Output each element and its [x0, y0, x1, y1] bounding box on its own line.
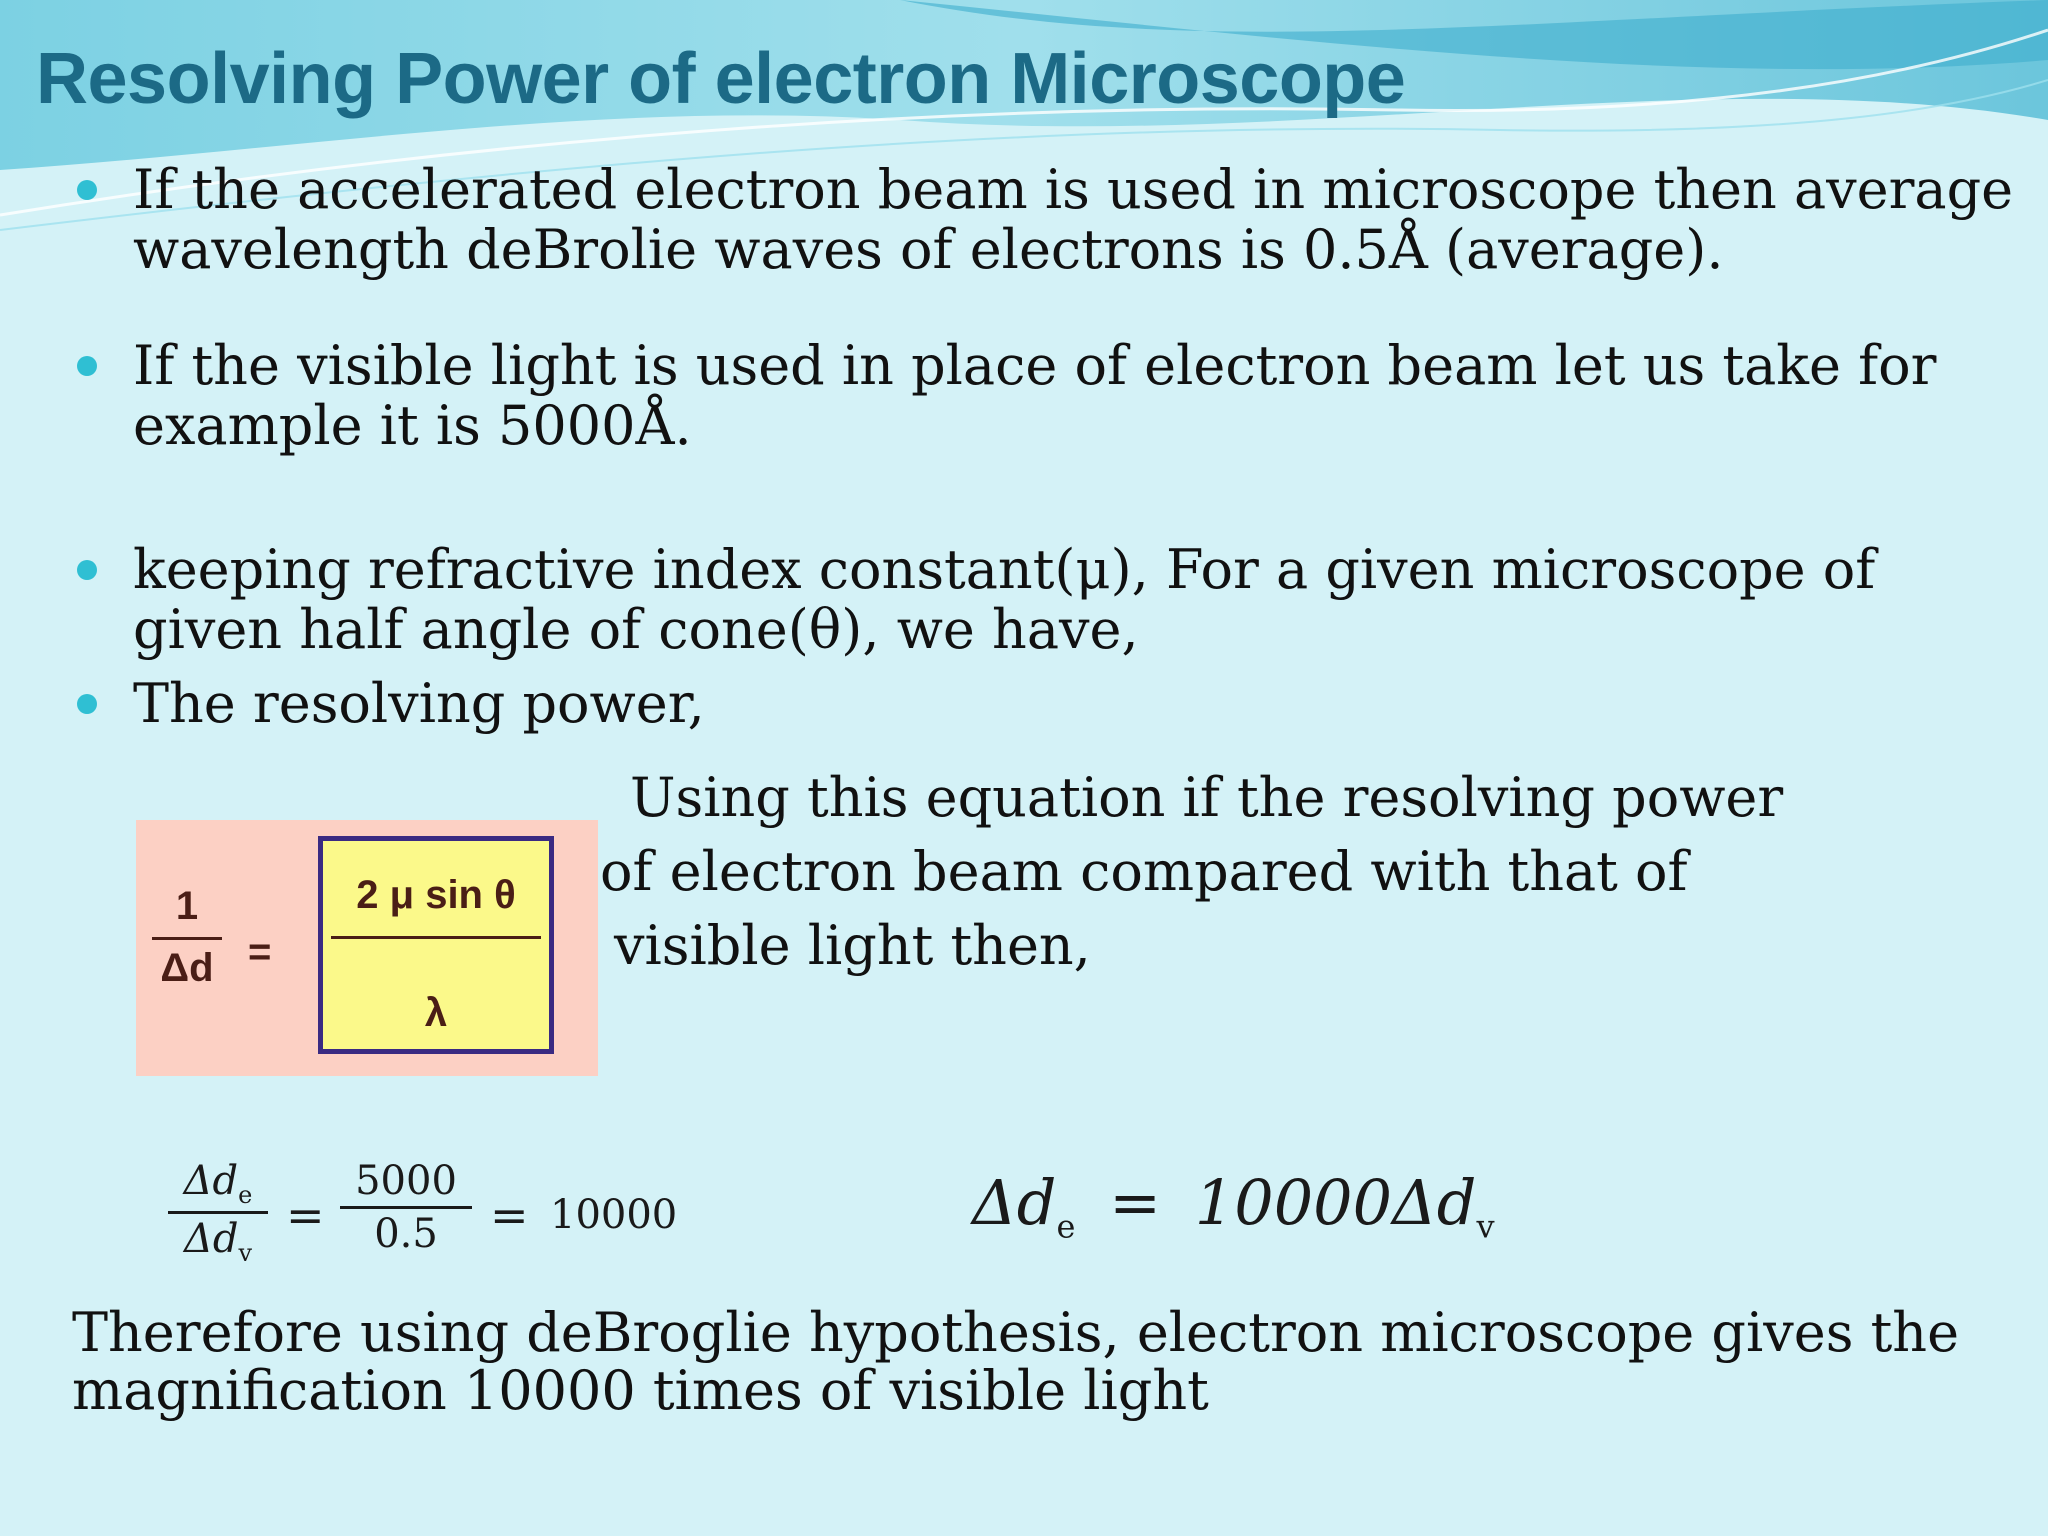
side-text: Using this equation if the resolving power: [630, 766, 1784, 829]
formula-lhs-denominator: Δd: [160, 946, 214, 990]
result-lhs: Δd: [972, 1166, 1057, 1239]
conclusion-line: Therefore using deBroglie hypothesis, electron microscope gives the: [72, 1301, 1960, 1364]
ratio-lhs-num-sub: e: [238, 1181, 253, 1209]
bullet-item: [133, 336, 1936, 456]
ratio-result: 10000: [550, 1192, 678, 1238]
result-lhs-sub: e: [1056, 1207, 1076, 1246]
ratio-mid-num: 5000: [340, 1158, 472, 1209]
formula-rhs-box: [318, 836, 554, 1054]
formula-rhs-denominator: λ: [424, 991, 448, 1035]
conclusion-text: [72, 1301, 1960, 1422]
bullet-dot-icon: [77, 560, 97, 580]
ratio-lhs: [168, 1158, 268, 1267]
side-text: of electron beam compared with that of: [600, 840, 1688, 903]
bullet-item: [133, 674, 705, 734]
ratio-lhs-num: Δd: [183, 1158, 239, 1204]
formula-rhs-numerator: 2 μ sin θ: [331, 873, 541, 939]
conclusion-line: magnification 10000 times of visible light: [72, 1359, 1209, 1422]
resolving-power-formula: [136, 820, 598, 1076]
bullet-dot-icon: [77, 180, 97, 200]
bullet-text: keeping refractive index constant(μ), For a given microscope of: [133, 538, 1876, 601]
bullet-dot-icon: [77, 694, 97, 714]
ratio-lhs-den-sub: v: [238, 1239, 253, 1267]
bullet-text: The resolving power,: [133, 672, 705, 735]
side-text: visible light then,: [614, 914, 1091, 977]
bullet-item: [133, 160, 2013, 280]
ratio-mid-den: 0.5: [374, 1211, 438, 1257]
bullet-text: example it is 5000Å.: [133, 394, 692, 457]
bullet-text: If the visible light is used in place of electron beam let us take for: [133, 334, 1937, 397]
ratio-equation: [168, 1158, 728, 1278]
result-equals: =: [1109, 1166, 1162, 1239]
ratio-lhs-den: Δd: [183, 1216, 239, 1262]
result-rhs-sub: v: [1476, 1207, 1495, 1246]
bullet-text: given half angle of cone(θ), we have,: [133, 598, 1139, 661]
formula-lhs-numerator: 1: [152, 884, 222, 940]
result-rhs: 10000Δd: [1194, 1166, 1477, 1239]
formula-lhs: [152, 884, 222, 991]
slide-title: Resolving Power of electron Microscope: [36, 39, 1406, 119]
bullet-text: wavelength deBrolie waves of electrons is 0.5Å (average).: [133, 218, 1724, 281]
bullet-dot-icon: [77, 356, 97, 376]
result-equation: [972, 1166, 1495, 1245]
formula-equals: =: [248, 930, 272, 974]
bullet-text: If the accelerated electron beam is used in microscope then average: [133, 158, 2014, 221]
ratio-mid: [340, 1158, 472, 1257]
bullet-item: [133, 540, 1875, 660]
ratio-equals-1: =: [286, 1188, 325, 1242]
ratio-equals-2: =: [490, 1188, 529, 1242]
